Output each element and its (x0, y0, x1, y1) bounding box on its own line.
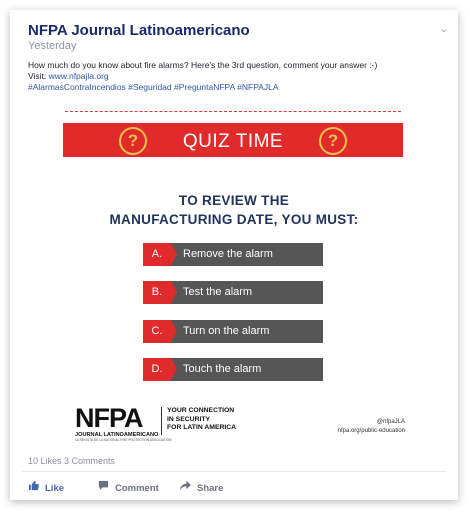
quiz-banner (63, 123, 403, 157)
like-button[interactable] (28, 480, 64, 494)
comment-icon (98, 480, 109, 494)
share-icon (180, 480, 191, 494)
tagline-line: YOUR CONNECTION (167, 407, 235, 414)
quiz-question (53, 191, 415, 229)
option-text: Test the alarm (183, 286, 253, 298)
like-label: Like (45, 483, 65, 494)
logo-subtitle: JOURNAL LATINOAMERICANO (75, 432, 159, 438)
answer-option-a (143, 243, 323, 266)
visit-label: Visit: (28, 71, 47, 81)
quiz-title: QUIZ TIME (182, 131, 284, 152)
question-line: MANUFACTURING DATE, YOU MUST: (109, 212, 359, 227)
tagline-line: FOR LATIN AMERICA (167, 424, 237, 431)
question-line: TO REVIEW THE (178, 193, 290, 208)
post-visit-line (28, 71, 438, 82)
logo-divider (161, 407, 162, 435)
social-handle: @nfpaJLA (376, 419, 405, 425)
social-info (338, 418, 405, 436)
share-label: Share (197, 483, 224, 494)
option-text: Touch the alarm (183, 363, 262, 375)
option-letter: A. (143, 243, 171, 266)
share-button[interactable] (180, 480, 223, 494)
facebook-post-card (10, 10, 458, 500)
option-text: Remove the alarm (183, 248, 273, 260)
option-letter: D. (143, 358, 171, 381)
social-url: nfpa.org/public-education (337, 428, 405, 434)
option-text: Turn on the alarm (183, 325, 270, 337)
logo-text: NFPA (75, 403, 143, 433)
logo-small-print: LA REVISTA DE LA NATIONAL FIRE PROTECTION ASSOCIATION (75, 438, 172, 442)
tagline-line: IN SECURITY (167, 415, 211, 423)
post-text-line: How much do you know about fire alarms? Here's the 3rd question, comment your answer :-) (28, 60, 378, 70)
option-letter: B. (143, 281, 171, 304)
hashtags[interactable]: #AlarmasContraIncendios #Seguridad #PreguntaNFPA #NFPAJLA (28, 82, 279, 92)
answer-option-b (143, 281, 323, 304)
post-timestamp[interactable]: Yesterday (28, 40, 77, 52)
post-body (28, 60, 438, 93)
website-link[interactable]: www.nfpajla.org (48, 71, 109, 81)
quiz-image[interactable] (53, 107, 415, 447)
question-mark-icon: ? (319, 127, 347, 155)
post-header (28, 22, 250, 52)
option-letter: C. (143, 320, 171, 343)
tagline (167, 407, 236, 433)
answer-option-c (143, 320, 323, 343)
comment-label: Comment (115, 483, 159, 494)
dashed-divider (65, 111, 401, 112)
chevron-down-icon[interactable]: ⌄ (439, 24, 448, 35)
likes-comments-count[interactable]: 10 Likes 3 Comments (28, 456, 116, 466)
divider (22, 471, 446, 472)
thumbs-up-icon (28, 480, 39, 494)
page-name-link[interactable]: NFPA Journal Latinoamericano (28, 22, 250, 39)
comment-button[interactable] (98, 480, 159, 494)
question-mark-icon: ? (119, 127, 147, 155)
nfpa-logo (75, 405, 171, 442)
answer-option-d (143, 358, 323, 381)
